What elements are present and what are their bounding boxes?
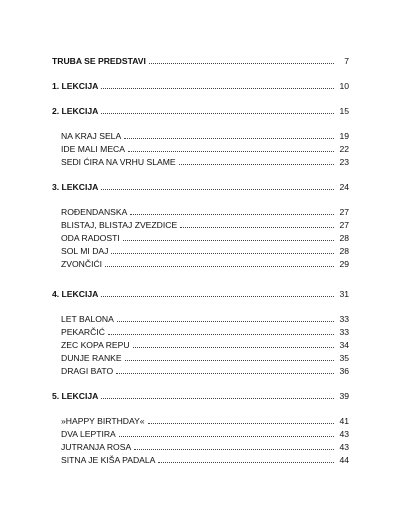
toc-entry-sedi-cira[interactable] <box>61 157 349 167</box>
toc-entry-page: 36 <box>339 366 349 376</box>
dot-leader <box>111 253 334 254</box>
dot-leader <box>125 360 334 361</box>
toc-entry-page: 31 <box>339 289 349 299</box>
dot-leader <box>108 334 334 335</box>
toc-entry-title: NA KRAJ SELA <box>61 131 122 141</box>
toc-entry-page: 41 <box>339 416 349 426</box>
toc-entry-title: IDE MALI MECA <box>61 144 125 154</box>
toc-entry-title: DUNJE RANKE <box>61 353 122 363</box>
toc-entry-ide-mali-meca[interactable] <box>61 144 349 154</box>
toc-entry-title: LET BALONA <box>61 314 114 324</box>
toc-entry-title: SEDI ĆIRA NA VRHU SLAME <box>61 157 176 167</box>
toc-entry-page: 35 <box>339 353 349 363</box>
toc-entry-page: 43 <box>339 429 349 439</box>
dot-leader <box>124 138 334 139</box>
toc-entry-sitna-je-kisa-padala[interactable] <box>61 455 349 465</box>
dot-leader <box>179 164 334 165</box>
dot-leader <box>130 214 334 215</box>
dot-leader <box>105 266 334 267</box>
toc-entry-title: 3. LEKCIJA <box>52 182 99 192</box>
dot-leader <box>101 189 334 190</box>
toc-entry-dunje-ranke[interactable] <box>61 353 349 363</box>
toc-entry-page: 28 <box>339 233 349 243</box>
toc-entry-title: SOL MI DAJ <box>61 246 109 256</box>
toc-entry-let-balona[interactable] <box>61 314 349 324</box>
toc-entry-page: 34 <box>339 340 349 350</box>
dot-leader <box>119 436 334 437</box>
toc-entry-title: JUTRANJA ROSA <box>61 442 132 452</box>
toc-entry-title: 4. LEKCIJA <box>52 289 99 299</box>
toc-entry-page: 43 <box>339 442 349 452</box>
toc-entry-page: 7 <box>344 56 349 66</box>
toc-entry-title: ODA RADOSTI <box>61 233 120 243</box>
toc-entry-title: 5. LEKCIJA <box>52 391 99 401</box>
toc-entry-page: 29 <box>339 259 349 269</box>
toc-entry-title: PEKARČIĆ <box>61 327 105 337</box>
toc-entry-lekcija-5[interactable] <box>52 391 349 401</box>
toc-entry-title: »HAPPY BIRTHDAY« <box>61 416 145 426</box>
toc-entry-title: DRAGI BATO <box>61 366 114 376</box>
dot-leader <box>133 347 334 348</box>
dot-leader <box>128 151 334 152</box>
dot-leader <box>116 373 334 374</box>
toc-entry-zec-kopa-repu[interactable] <box>61 340 349 350</box>
toc-entry-na-kraj-sela[interactable] <box>61 131 349 141</box>
dot-leader <box>149 63 334 64</box>
dot-leader <box>101 296 334 297</box>
toc-entry-page: 10 <box>339 81 349 91</box>
toc-entry-page: 33 <box>339 327 349 337</box>
toc-entry-happy-birthday[interactable] <box>61 416 349 426</box>
toc-entry-title: BLISTAJ, BLISTAJ ZVEZDICE <box>61 220 178 230</box>
toc-entry-page: 27 <box>339 220 349 230</box>
toc-entry-page: 19 <box>339 131 349 141</box>
toc-entry-page: 23 <box>339 157 349 167</box>
toc-entry-truba-se-predstavi[interactable] <box>52 56 349 66</box>
toc-entry-lekcija-3[interactable] <box>52 182 349 192</box>
toc-entry-page: 44 <box>339 455 349 465</box>
toc-entry-title: 1. LEKCIJA <box>52 81 99 91</box>
toc-entry-blistaj[interactable] <box>61 220 349 230</box>
dot-leader <box>117 321 334 322</box>
dot-leader <box>180 227 334 228</box>
toc-entry-title: 2. LEKCIJA <box>52 106 99 116</box>
dot-leader <box>101 113 334 114</box>
toc-entry-page: 27 <box>339 207 349 217</box>
toc-entry-lekcija-4[interactable] <box>52 289 349 299</box>
toc-entry-title: TRUBA SE PREDSTAVI <box>52 56 146 66</box>
toc-entry-page: 24 <box>339 182 349 192</box>
toc-entry-jutranja-rosa[interactable] <box>61 442 349 452</box>
toc-entry-page: 22 <box>339 144 349 154</box>
toc-entry-lekcija-1[interactable] <box>52 81 349 91</box>
dot-leader <box>158 462 334 463</box>
toc-entry-title: ZVONČIĆI <box>61 259 103 269</box>
toc-entry-sol-mi-daj[interactable] <box>61 246 349 256</box>
toc-entry-page: 15 <box>339 106 349 116</box>
toc-entry-oda-radosti[interactable] <box>61 233 349 243</box>
toc-entry-page: 39 <box>339 391 349 401</box>
toc-entry-pekarcic[interactable] <box>61 327 349 337</box>
dot-leader <box>123 240 334 241</box>
dot-leader <box>134 449 334 450</box>
dot-leader <box>148 423 334 424</box>
toc-entry-title: SITNA JE KIŠA PADALA <box>61 455 156 465</box>
toc-entry-title: ROĐENDANSKA <box>61 207 128 217</box>
toc-entry-dragi-bato[interactable] <box>61 366 349 376</box>
toc-entry-lekcija-2[interactable] <box>52 106 349 116</box>
dot-leader <box>101 398 334 399</box>
toc-entry-page: 33 <box>339 314 349 324</box>
toc-entry-zvoncici[interactable] <box>61 259 349 269</box>
toc-entry-dva-leptira[interactable] <box>61 429 349 439</box>
toc-entry-title: ZEC KOPA REPU <box>61 340 130 350</box>
toc-entry-title: DVA LEPTIRA <box>61 429 116 439</box>
toc-entry-rodjendanska[interactable] <box>61 207 349 217</box>
toc-entry-page: 28 <box>339 246 349 256</box>
dot-leader <box>101 88 334 89</box>
